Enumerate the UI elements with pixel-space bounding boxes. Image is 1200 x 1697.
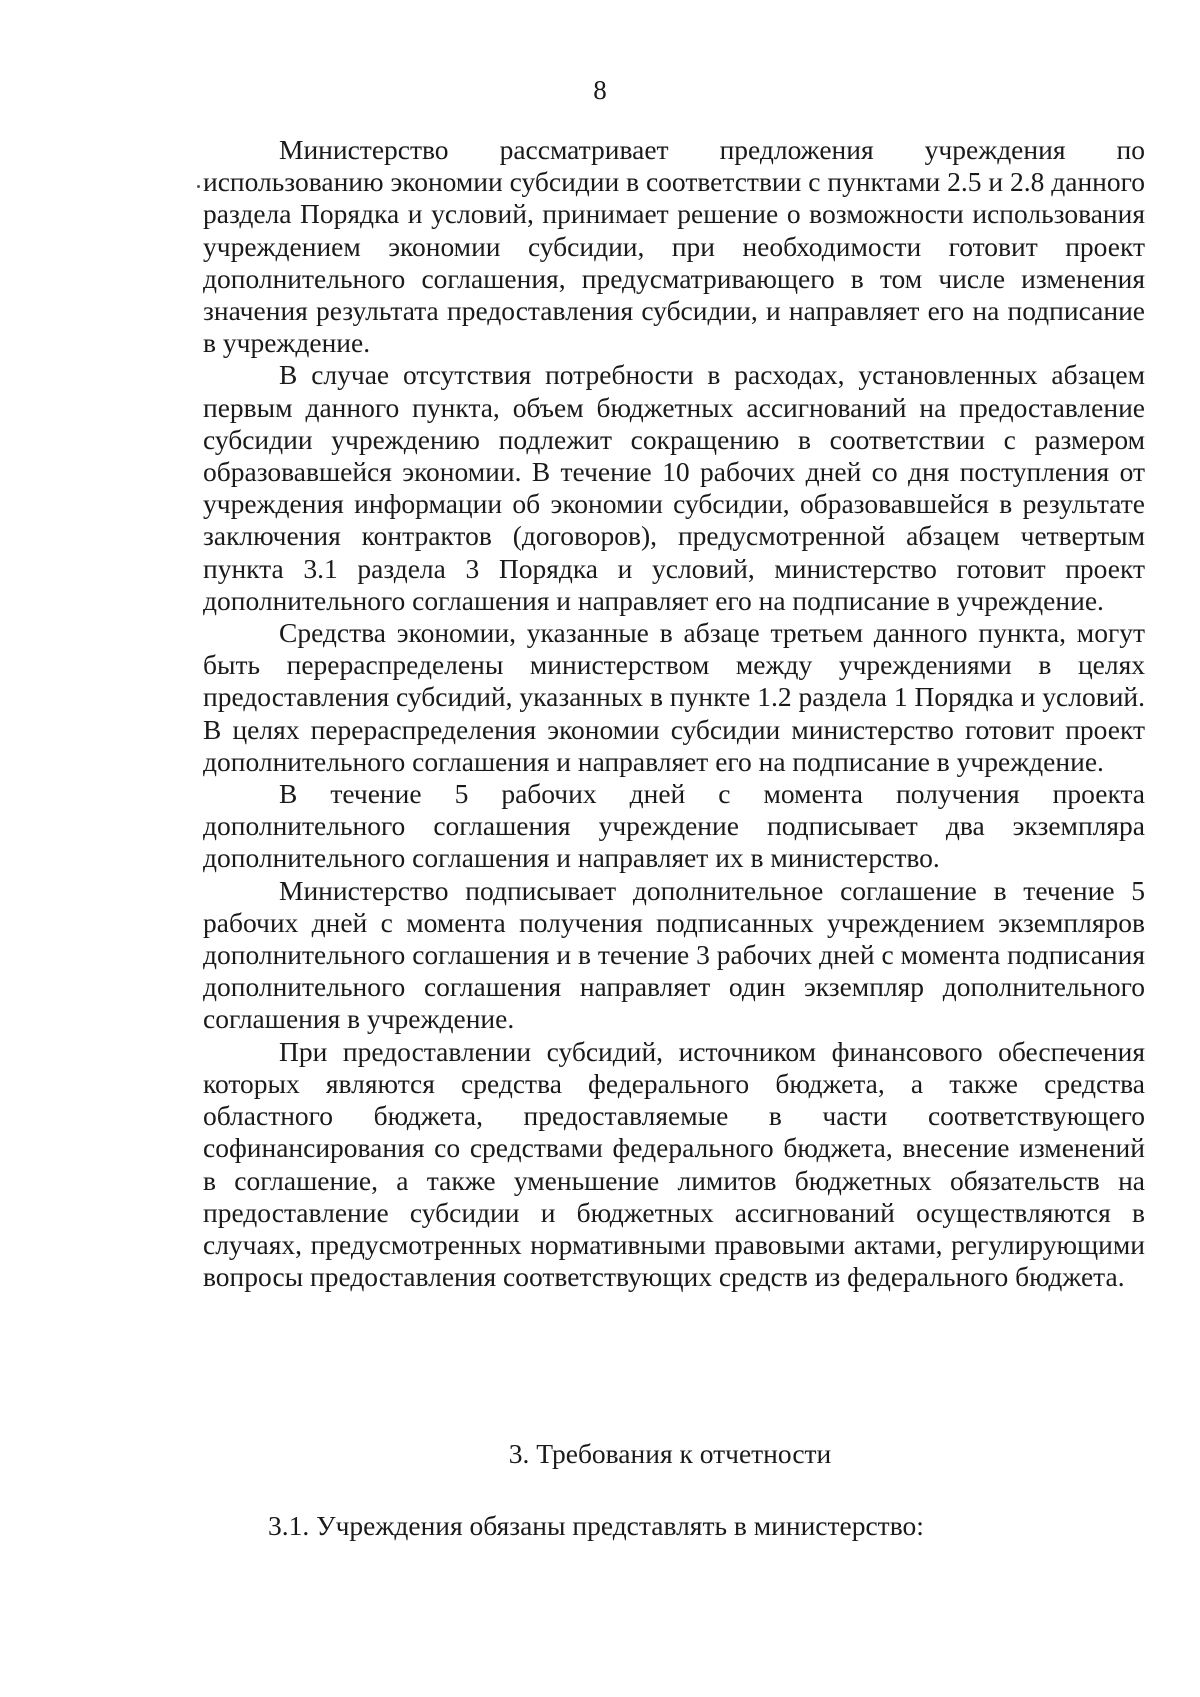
section-heading: 3. Требования к отчетности bbox=[508, 1438, 832, 1469]
scan-speck bbox=[197, 185, 200, 188]
paragraph-6: При предоставлении субсидий, источником финансового обеспечения которых являются средства федерального бюджета, а также средства областного бюджета, предоставляемые в части соответствующего софинансирования со средствами федерального бюджета, внесение изменений в соглашение, а также уменьшение лимитов бюджетных обязательств на предоставление субсидии и бюджетных ассигнований осуществляются в случаях, предусмотренных нормативными правовыми актами, регулирующими вопросы предоставления соответствующих средств из федерального бюджета. bbox=[203, 1035, 1145, 1293]
subsection-3-1: 3.1. Учреждения обязаны представлять в министерство: bbox=[268, 1510, 924, 1541]
page-number: 8 bbox=[593, 75, 607, 105]
paragraph-1: Министерство рассматривает предложения учреждения по использованию экономии субсидии в соответствии с пунктами 2.5 и 2.8 данного раздела Порядка и условий, принимает решение о возможности использования учреждением экономии субсидии, при необходимости готовит проект дополнительного соглашения, предусматривающего в том числе изменения значения результата предоставления субсидии, и направляет его на подписание в учреждение. bbox=[203, 134, 1145, 359]
paragraph-4: В течение 5 рабочих дней с момента получения проекта дополнительного соглашения учреждение подписывает два экземпляра дополнительного соглашения и направляет их в министерство. bbox=[203, 778, 1145, 874]
body-text bbox=[203, 134, 1145, 1293]
paragraph-5: Министерство подписывает дополнительное соглашение в течение 5 рабочих дней с момента получения подписанных учреждением экземпляров дополнительного соглашения и в течение 3 рабочих дней с момента подписания дополнительного соглашения направляет один экземпляр дополнительного соглашения в учреждение. bbox=[203, 874, 1145, 1035]
paragraph-3: Средства экономии, указанные в абзаце третьем данного пункта, могут быть перераспределены министерством между учреждениями в целях предоставления субсидий, указанных в пункте 1.2 раздела 1 Порядка и условий. В целях перераспределения экономии субсидии министерство готовит проект дополнительного соглашения и направляет его на подписание в учреждение. bbox=[203, 617, 1145, 777]
paragraph-2: В случае отсутствия потребности в расходах, установленных абзацем первым данного пункта, объем бюджетных ассигнований на предоставление субсидии учреждению подлежит сокращению в соответствии с размером образовавшейся экономии. В течение 10 рабочих дней со дня поступления от учреждения информации об экономии субсидии, образовавшейся в результате заключения контрактов (договоров), предусмотренной абзацем четвертым пункта 3.1 раздела 3 Порядка и условий, министерство готовит проект дополнительного соглашения и направляет его на подписание в учреждение. bbox=[203, 359, 1145, 616]
